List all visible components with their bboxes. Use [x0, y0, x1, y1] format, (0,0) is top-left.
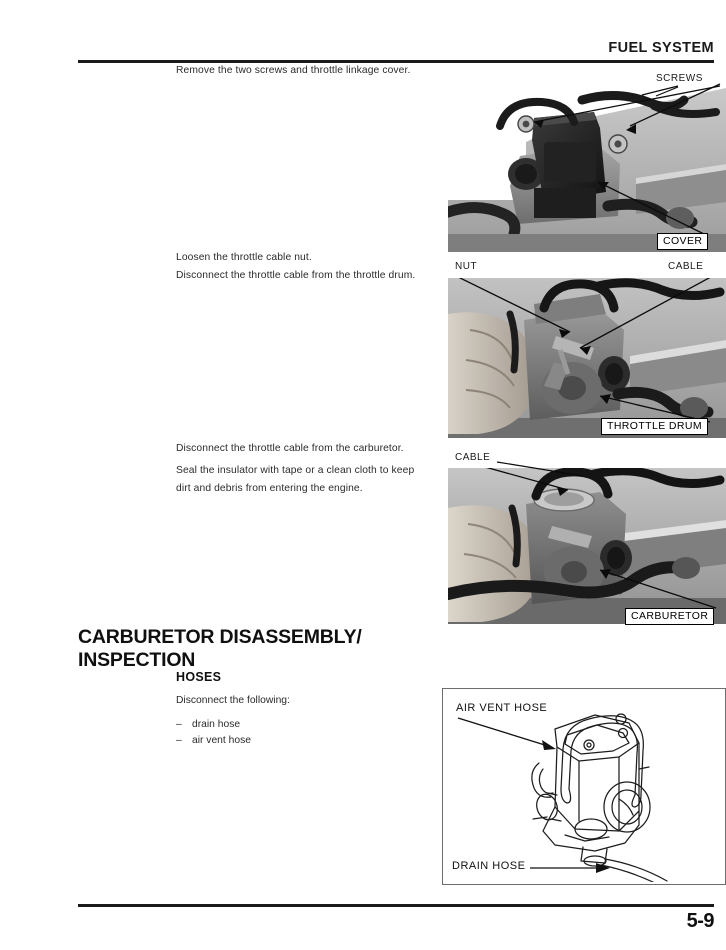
dash-marker: –: [176, 735, 182, 746]
dash-marker: –: [176, 719, 182, 730]
photo-1-graphic: [448, 82, 726, 252]
list-item: [176, 717, 436, 732]
callout-cover: COVER: [657, 233, 708, 250]
carburetor-hoses-diagram: [442, 688, 726, 885]
callout-nut: NUT: [455, 261, 478, 272]
callout-throttle-drum: THROTTLE DRUM: [601, 418, 708, 435]
subsection-heading-hoses: HOSES: [176, 670, 222, 684]
photo-3-graphic: [448, 468, 726, 624]
throttle-linkage-cover-photo: [448, 82, 726, 252]
instruction-block-loosen-nut: [176, 250, 456, 283]
instruction-line: Remove the two screws and throttle linkage cover.: [176, 65, 411, 76]
section-heading-line1: CARBURETOR DISASSEMBLY/: [78, 626, 362, 648]
callout-carburetor: CARBURETOR: [625, 608, 714, 625]
section-heading: [78, 626, 408, 672]
instruction-block-remove-cover: [176, 63, 456, 78]
list-item-label: air vent hose: [192, 735, 251, 746]
instruction-line: Seal the insulator with tape or a clean cloth to keep: [176, 465, 415, 476]
callout-air-vent-hose: AIR VENT HOSE: [456, 702, 548, 714]
instruction-block-disconnect-cable: [176, 441, 456, 496]
instruction-line: Disconnect the throttle cable from the throttle drum.: [176, 270, 416, 281]
callout-screws: SCREWS: [656, 73, 703, 84]
carburetor-removal-photo: [448, 468, 726, 624]
list-item: [176, 733, 436, 748]
page-header-title: FUEL SYSTEM: [608, 40, 714, 56]
hoses-lead-text: Disconnect the following:: [176, 695, 290, 706]
section-heading-line2: INSPECTION: [78, 649, 196, 671]
callout-cable-upper: CABLE: [668, 261, 704, 272]
photo-2-graphic: [448, 278, 726, 438]
footer-rule: [78, 904, 714, 907]
carburetor-lineart-graphic: [443, 689, 723, 882]
hoses-instructions: [176, 693, 436, 749]
list-item-label: drain hose: [192, 719, 241, 730]
callout-cable-lower: CABLE: [455, 452, 491, 463]
instruction-line: dirt and debris from entering the engine.: [176, 483, 363, 494]
callout-drain-hose: DRAIN HOSE: [452, 860, 526, 872]
instruction-line: Disconnect the throttle cable from the carburetor.: [176, 443, 404, 454]
instruction-line: Loosen the throttle cable nut.: [176, 252, 312, 263]
page-number: 5-9: [686, 910, 714, 932]
throttle-cable-nut-photo: [448, 278, 726, 438]
